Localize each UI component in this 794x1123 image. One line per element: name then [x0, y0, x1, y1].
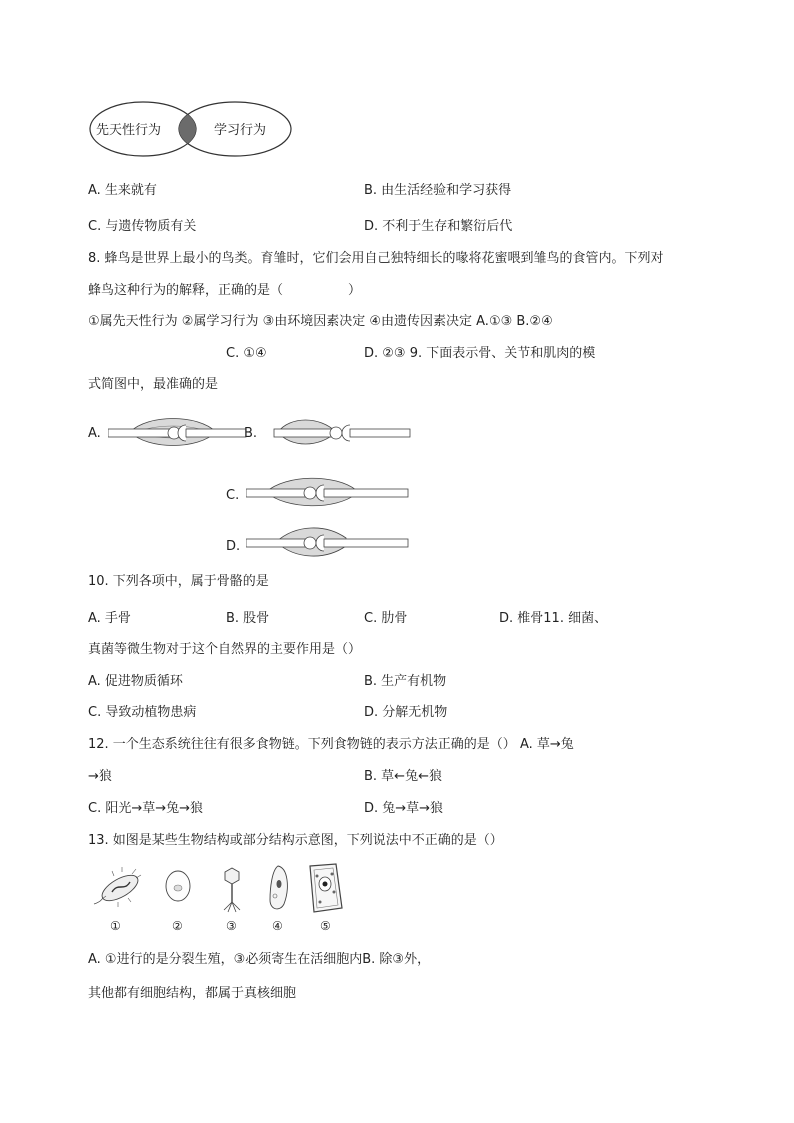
venn-left-label: 先天性行为 [96, 123, 162, 138]
q12-stem: 12. 一个生态系统往往有很多食物链。下列食物链的表示方法正确的是（） A. 草→兔 [88, 737, 574, 752]
q13-stem: 13. 如图是某些生物结构或部分结构示意图，下列说法中不正确的是（） [88, 833, 503, 848]
q11-stem: 真菌等微生物对于这个自然界的主要作用是（） [88, 642, 362, 657]
virus-figure [224, 868, 240, 912]
q12-option-d: D. 兔→草→狼 [364, 801, 444, 816]
q13-option-b-line: 其他都有细胞结构，都属于真核细胞 [88, 986, 297, 1001]
figure-label-4: ④ [272, 919, 283, 933]
q10-option-a: A. 手骨 [88, 611, 131, 626]
figure-label-2: ② [172, 919, 183, 933]
q7-option-b: B. 由生活经验和学习获得 [364, 183, 512, 198]
venn-diagram [88, 100, 298, 160]
q9-option-c-label: C. [226, 488, 240, 503]
q11-option-b: B. 生产有机物 [364, 674, 447, 689]
q8-stem-line2: 蜂鸟这种行为的解释，正确的是（ ） [88, 283, 362, 298]
q7-option-c: C. 与遗传物质有关 [88, 219, 197, 234]
q9-stem: 式简图中，最准确的是 [88, 377, 219, 392]
q10-option-d-q11-stem: D. 椎骨11. 细菌、 [499, 611, 608, 626]
q10-option-c: C. 肋骨 [364, 611, 408, 626]
q9-figure-c [246, 470, 410, 516]
q7-option-a: A. 生来就有 [88, 183, 157, 198]
q9-option-d-label: D. [226, 539, 241, 554]
q9-figure-a [108, 410, 248, 456]
q13-option-a-line: A. ①进行的是分裂生殖，③必须寄生在活细胞内B. 除③外， [88, 952, 431, 967]
q12-option-c: C. 阳光→草→兔→狼 [88, 801, 204, 816]
q8-items: ①属先天性行为 ②属学习行为 ③由环境因素决定 ④由遗传因素决定 A.①③ B.②④ [88, 314, 553, 329]
yeast-figure [166, 871, 190, 901]
q9-option-a-label: A. [88, 426, 101, 441]
q7-option-d: D. 不利于生存和繁衍后代 [364, 219, 513, 234]
q11-option-d: D. 分解无机物 [364, 705, 448, 720]
q9-figure-d [246, 520, 410, 566]
q10-option-b: B. 股骨 [226, 611, 270, 626]
q12-option-b: B. 草←兔←狼 [364, 769, 442, 784]
paramecium-figure [270, 866, 287, 909]
figure-label-5: ⑤ [320, 919, 331, 933]
q8-option-c: C. ①④ [226, 346, 267, 361]
q9-option-b-label: B. [244, 426, 258, 441]
q8-stem-line1: 8. 蜂鸟是世界上最小的鸟类。育雏时，它们会用自己独特细长的喙将花蜜喂到雏鸟的食管内。下列对 [88, 251, 664, 266]
q8-option-d-q9-stem: D. ②③ 9. 下面表示骨、关节和肌肉的模 [364, 346, 596, 361]
q11-option-c: C. 导致动植物患病 [88, 705, 197, 720]
figure-label-3: ③ [226, 919, 237, 933]
figure-label-1: ① [110, 919, 121, 933]
q9-figure-b [270, 410, 412, 456]
plant-cell-figure [310, 864, 342, 912]
q10-stem: 10. 下列各项中，属于骨骼的是 [88, 574, 269, 589]
q13-organism-figures [92, 862, 372, 934]
q12-option-a-tail: →狼 [88, 769, 112, 784]
venn-right-label: 学习行为 [214, 123, 267, 138]
bacterium-figure [94, 867, 142, 907]
q11-option-a: A. 促进物质循环 [88, 674, 183, 689]
